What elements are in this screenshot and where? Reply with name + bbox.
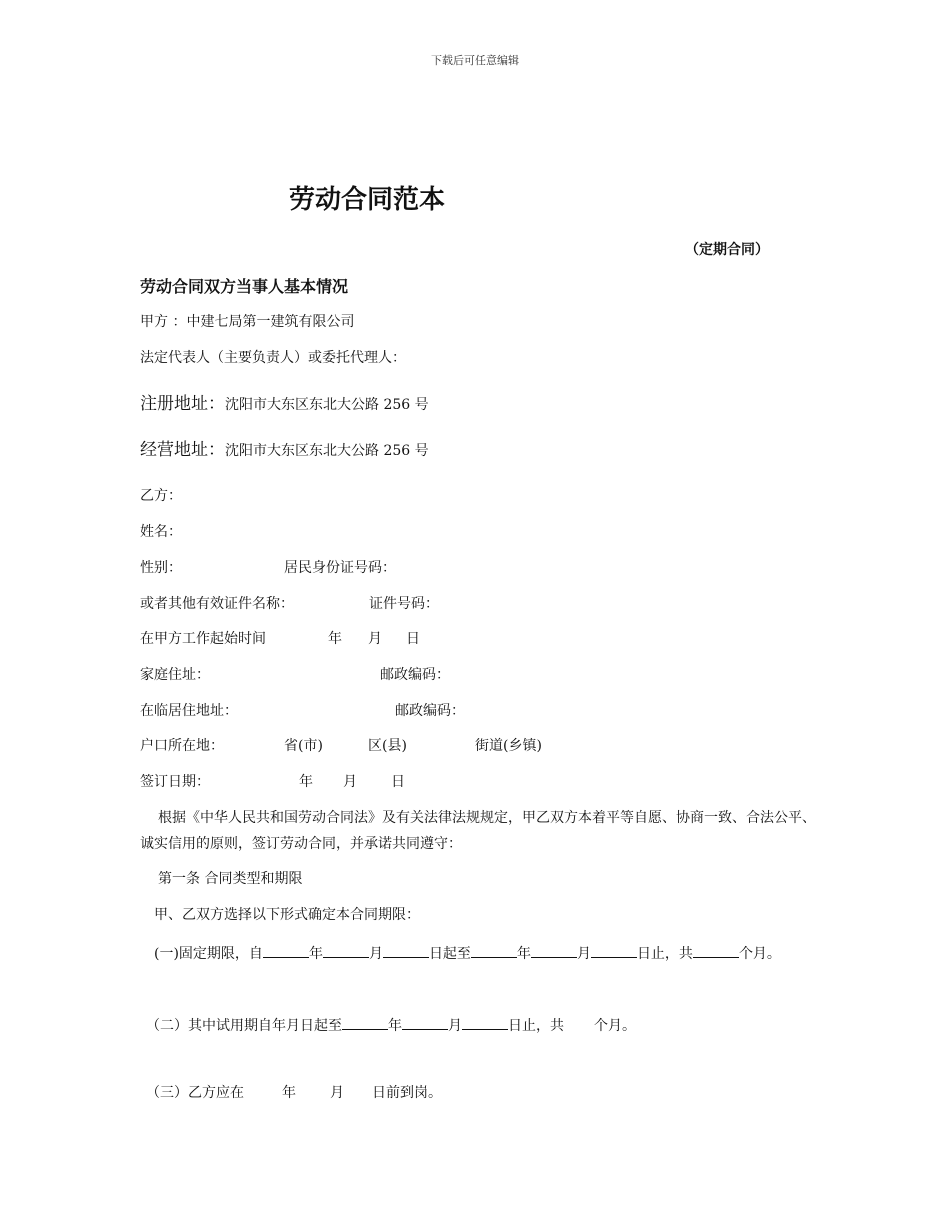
term-item-2-tail: 个月。 (594, 1018, 636, 1034)
year-label: 年 (388, 1018, 402, 1034)
hukou-province-label: 省(市) (284, 738, 323, 754)
gender-label: 性别： (140, 560, 182, 576)
term-item-3-prefix: （三）乙方应在 (146, 1085, 244, 1101)
blank-field (462, 1015, 508, 1030)
hukou-label: 户口所在地： (140, 738, 224, 754)
term-item-3 (146, 1086, 442, 1100)
temp-address-label: 在临居住地址： (140, 703, 238, 719)
blank-field (263, 943, 309, 958)
home-address-label: 家庭住址： (140, 667, 210, 683)
party-a-name: 甲方 ：中建七局第一建筑有限公司 (140, 314, 355, 330)
party-b-label: 乙方： (140, 488, 182, 504)
start-day-label: 日 (406, 631, 420, 647)
start-date-label: 在甲方工作起始时间 (140, 631, 266, 647)
article-1-heading: 第一条 合同类型和期限 (158, 871, 303, 887)
blank-field (323, 943, 369, 958)
sign-month-label: 月 (343, 774, 357, 790)
blank-field (693, 943, 739, 958)
blank-field (531, 943, 577, 958)
term-item-2 (146, 1015, 636, 1033)
term-item-2-prefix: （二）其中试用期自年月日起至 (146, 1018, 342, 1034)
term-item-1-prefix: (一)固定期限，自 (154, 946, 263, 962)
name-label: 姓名： (140, 524, 182, 540)
hukou-street-label: 街道(乡镇) (475, 738, 542, 754)
term-item-1-tail: 个月。 (738, 946, 781, 962)
term-item-2-end: 日止，共 (508, 1018, 564, 1034)
month-label: 月 (448, 1018, 462, 1034)
sign-day-label: 日 (391, 774, 405, 790)
registered-address-label: 注册地址： (140, 394, 225, 414)
party-a-representative-label: 法定代表人（主要负责人）或委托代理人： (140, 350, 406, 366)
article-1-intro: 甲、乙双方选择以下形式确定本合同期限： (154, 907, 420, 923)
business-address-label: 经营地址： (140, 440, 225, 460)
year-label: 年 (308, 946, 323, 962)
hukou-district-label: 区(县) (368, 738, 407, 754)
home-zip-label: 邮政编码： (380, 667, 450, 683)
blank-field (471, 943, 517, 958)
blank-field (591, 943, 637, 958)
term-item-3-tail: 日前到岗。 (372, 1085, 442, 1101)
registered-address-row (140, 396, 429, 413)
id-number-label: 居民身份证号码： (284, 560, 396, 576)
term-item-1-end: 日止，共 (636, 946, 693, 962)
term-item-1-start: 日起至 (428, 946, 471, 962)
month-label: 月 (330, 1085, 344, 1101)
start-year-label: 年 (328, 631, 342, 647)
temp-zip-label: 邮政编码： (395, 703, 465, 719)
blank-field (383, 943, 429, 958)
other-id-label: 或者其他有效证件名称： (140, 596, 294, 612)
year-label: 年 (516, 946, 531, 962)
sign-year-label: 年 (299, 774, 313, 790)
blank-field (402, 1015, 448, 1030)
registered-address-value: 沈阳市大东区东北大公路 256 号 (225, 397, 429, 413)
month-label: 月 (368, 946, 383, 962)
month-label: 月 (576, 946, 591, 962)
cert-number-label: 证件号码： (369, 596, 439, 612)
document-subtitle: （定期合同） (685, 242, 769, 258)
business-address-value: 沈阳市大东区东北大公路 256 号 (225, 443, 429, 459)
blank-field (342, 1015, 388, 1030)
term-item-1 (154, 943, 781, 961)
start-month-label: 月 (368, 631, 382, 647)
business-address-row (140, 442, 429, 459)
preamble-paragraph: 根据《中华人民共和国劳动合同法》及有关法律法规规定，甲乙双方本着平等自愿、协商一致、合法公平、诚实信用的原则，签订劳动合同，并承诺共同遵守： (140, 810, 816, 852)
section-heading: 劳动合同双方当事人基本情况 (140, 277, 349, 296)
sign-date-label: 签订日期： (140, 774, 210, 790)
page-header-note: 下载后可任意编辑 (431, 54, 519, 67)
year-label: 年 (282, 1085, 296, 1101)
document-title: 劳动合同范本 (289, 185, 446, 215)
